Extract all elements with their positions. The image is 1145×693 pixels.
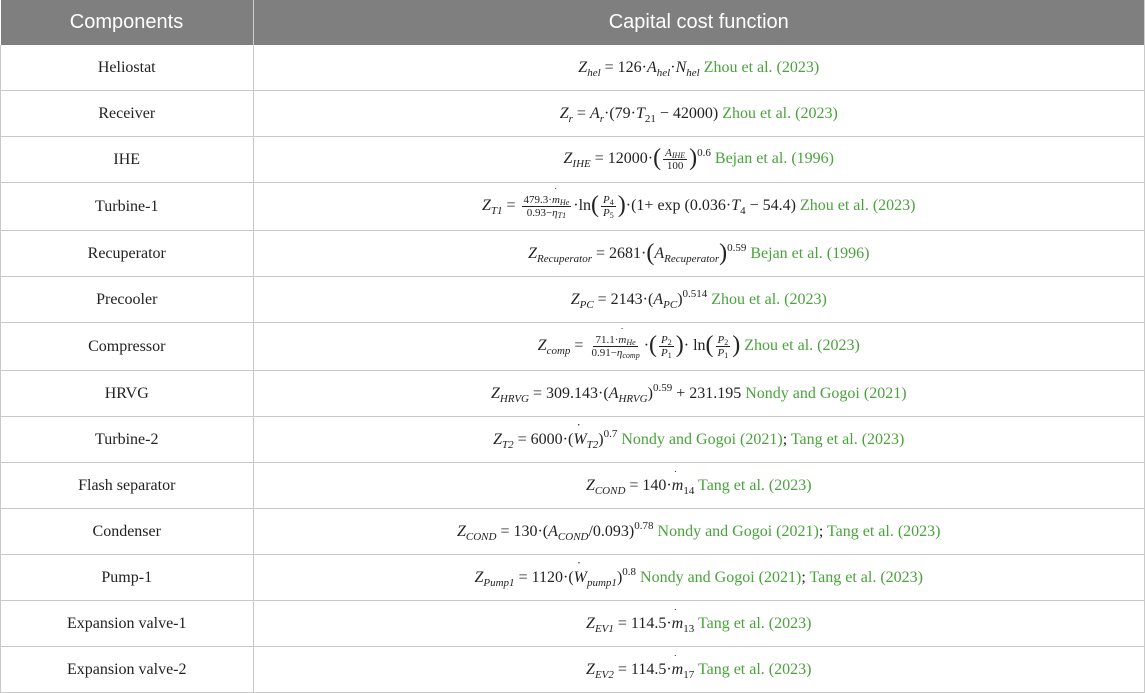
equation: $Z_{EV1}$ = 114.5·˙ $m_{13}$ bbox=[586, 615, 694, 632]
table-row bbox=[1, 45, 1145, 91]
equation: $Z_{Recuperator} = 2681\cdot(A_{Recuperator})^{0.59}$ bbox=[528, 239, 747, 266]
component-name: Turbine-2 bbox=[1, 417, 254, 463]
table-row bbox=[1, 137, 1145, 183]
component-name: Expansion valve-1 bbox=[1, 601, 254, 647]
component-name: Heliostat bbox=[1, 45, 254, 91]
cost-cell bbox=[253, 183, 1145, 231]
component-name: Precooler bbox=[1, 277, 254, 323]
equation: $Z_r = A_r\cdot(79\cdot T_{21} - 42000)$ bbox=[559, 104, 719, 125]
table-row bbox=[1, 183, 1145, 231]
equation: $Z_{COND}$ = 140·˙ $m_{14}$ bbox=[586, 477, 694, 494]
reference-link[interactable]: Tang et al. (2023) bbox=[790, 430, 905, 448]
reference-link[interactable]: Bejan et al. (1996) bbox=[714, 150, 834, 168]
reference-link[interactable]: Zhou et al. (2023) bbox=[711, 290, 827, 308]
cost-cell bbox=[253, 601, 1145, 647]
equation: $Z_{EV2}$ = 114.5·˙ $m_{17}$ bbox=[586, 661, 694, 678]
table-row bbox=[1, 509, 1145, 555]
component-name: Compressor bbox=[1, 323, 254, 371]
component-name: Recuperator bbox=[1, 231, 254, 277]
cost-cell bbox=[253, 371, 1145, 417]
reference-link[interactable]: Tang et al. (2023) bbox=[698, 476, 812, 494]
reference-link[interactable]: Nondy and Gogoi (2021) bbox=[657, 522, 819, 540]
reference-link[interactable]: Nondy and Gogoi (2021) bbox=[745, 384, 907, 402]
component-name: Turbine-1 bbox=[1, 183, 254, 231]
equation: $Z_{Pump1}$ = 1120·(˙ $W_{pump1})^{0.8}$ bbox=[474, 569, 636, 586]
cost-cell bbox=[253, 323, 1145, 371]
header-row bbox=[1, 0, 1145, 45]
cost-cell bbox=[253, 137, 1145, 183]
equation: $Z_{comp}$ = $\frac{71.1\cdot˙ m_{He}}{0.91-\eta_{comp}}$ ·( $\frac{P_2}{P_1}$ )· ln( $\frac{P_2}{P_1}$ ) bbox=[538, 337, 741, 354]
equation: $Z_{IHE} = 12000\cdot$( $\frac{A_{IHE}}{100}$ )$^{0.6}$ bbox=[563, 145, 711, 172]
cost-cell bbox=[253, 45, 1145, 91]
table-row bbox=[1, 231, 1145, 277]
table-row bbox=[1, 647, 1145, 693]
equation: $Z_{T2}$ = 6000·(˙ $W_{T2})^{0.7}$ bbox=[493, 431, 617, 448]
cost-cell bbox=[253, 277, 1145, 323]
table-row bbox=[1, 463, 1145, 509]
cost-cell: $Z_{COND} = 130\cdot(A_{COND}/0.093)^{0.78}$ Nondy and Gogoi (2021); Tang et al. (2023) bbox=[253, 509, 1145, 555]
component-name: Expansion valve-2 bbox=[1, 647, 254, 693]
table-row bbox=[1, 417, 1145, 463]
table-row bbox=[1, 555, 1145, 601]
table-row bbox=[1, 91, 1145, 137]
reference-link[interactable]: Tang et al. (2023) bbox=[697, 660, 812, 678]
reference-link[interactable]: Zhou et al. (2023) bbox=[799, 197, 916, 215]
table-row bbox=[1, 601, 1145, 647]
component-name: Condenser bbox=[1, 509, 254, 555]
header-components: Components bbox=[1, 0, 254, 45]
equation: $Z_{HRVG} = 309.143\cdot(A_{HRVG})^{0.59} + 231.195$ bbox=[490, 381, 742, 405]
cost-cell: $Z_{T2}$ = 6000·(˙ $W_{T2})^{0.7}$ Nondy and Gogoi (2021); Tang et al. (2023) bbox=[253, 417, 1145, 463]
reference-link[interactable]: Tang et al. (2023) bbox=[827, 522, 941, 540]
reference-link[interactable]: Nondy and Gogoi (2021) bbox=[640, 568, 802, 586]
component-name: HRVG bbox=[1, 371, 254, 417]
reference-link[interactable]: Zhou et al. (2023) bbox=[722, 104, 838, 122]
component-name: IHE bbox=[1, 137, 254, 183]
component-name: Flash separator bbox=[1, 463, 254, 509]
cost-cell: $Z_{Pump1}$ = 1120·(˙ $W_{pump1})^{0.8}$ Nondy and Gogoi (2021); Tang et al. (2023) bbox=[253, 555, 1145, 601]
reference-link[interactable]: Tang et al. (2023) bbox=[697, 614, 812, 632]
table-row bbox=[1, 277, 1145, 323]
reference-link[interactable]: Zhou et al. (2023) bbox=[703, 58, 820, 76]
reference-link[interactable]: Tang et al. (2023) bbox=[809, 568, 924, 586]
reference-link[interactable]: Bejan et al. (1996) bbox=[750, 244, 870, 262]
equation: $Z_{T1}$ = $\frac{479.3\cdot˙ m_{He}}{0.93-\eta_{T1}}$ ·ln( $\frac{P_4}{P_5}$ )$\cdot(1+ \exp (0.036\cdot T_4 - 54.4)$ bbox=[482, 197, 796, 214]
cost-cell bbox=[253, 647, 1145, 693]
equation: $Z_{COND} = 130\cdot(A_{COND}/0.093)^{0.78}$ bbox=[456, 519, 654, 543]
equation: $Z_{PC} = 2143\cdot(A_{PC})^{0.514}$ bbox=[570, 287, 708, 311]
cost-cell bbox=[253, 91, 1145, 137]
table-row bbox=[1, 371, 1145, 417]
reference-link[interactable]: Nondy and Gogoi (2021) bbox=[621, 430, 783, 448]
table-row bbox=[1, 323, 1145, 371]
cost-cell bbox=[253, 463, 1145, 509]
cost-cell bbox=[253, 231, 1145, 277]
equation: $Z_{hel} = 126\cdot A_{hel}\cdot N_{hel}$ bbox=[578, 58, 700, 79]
component-name: Pump-1 bbox=[1, 555, 254, 601]
reference-link[interactable]: Zhou et al. (2023) bbox=[744, 337, 860, 355]
header-capital-cost: Capital cost function bbox=[253, 0, 1145, 45]
component-name: Receiver bbox=[1, 91, 254, 137]
